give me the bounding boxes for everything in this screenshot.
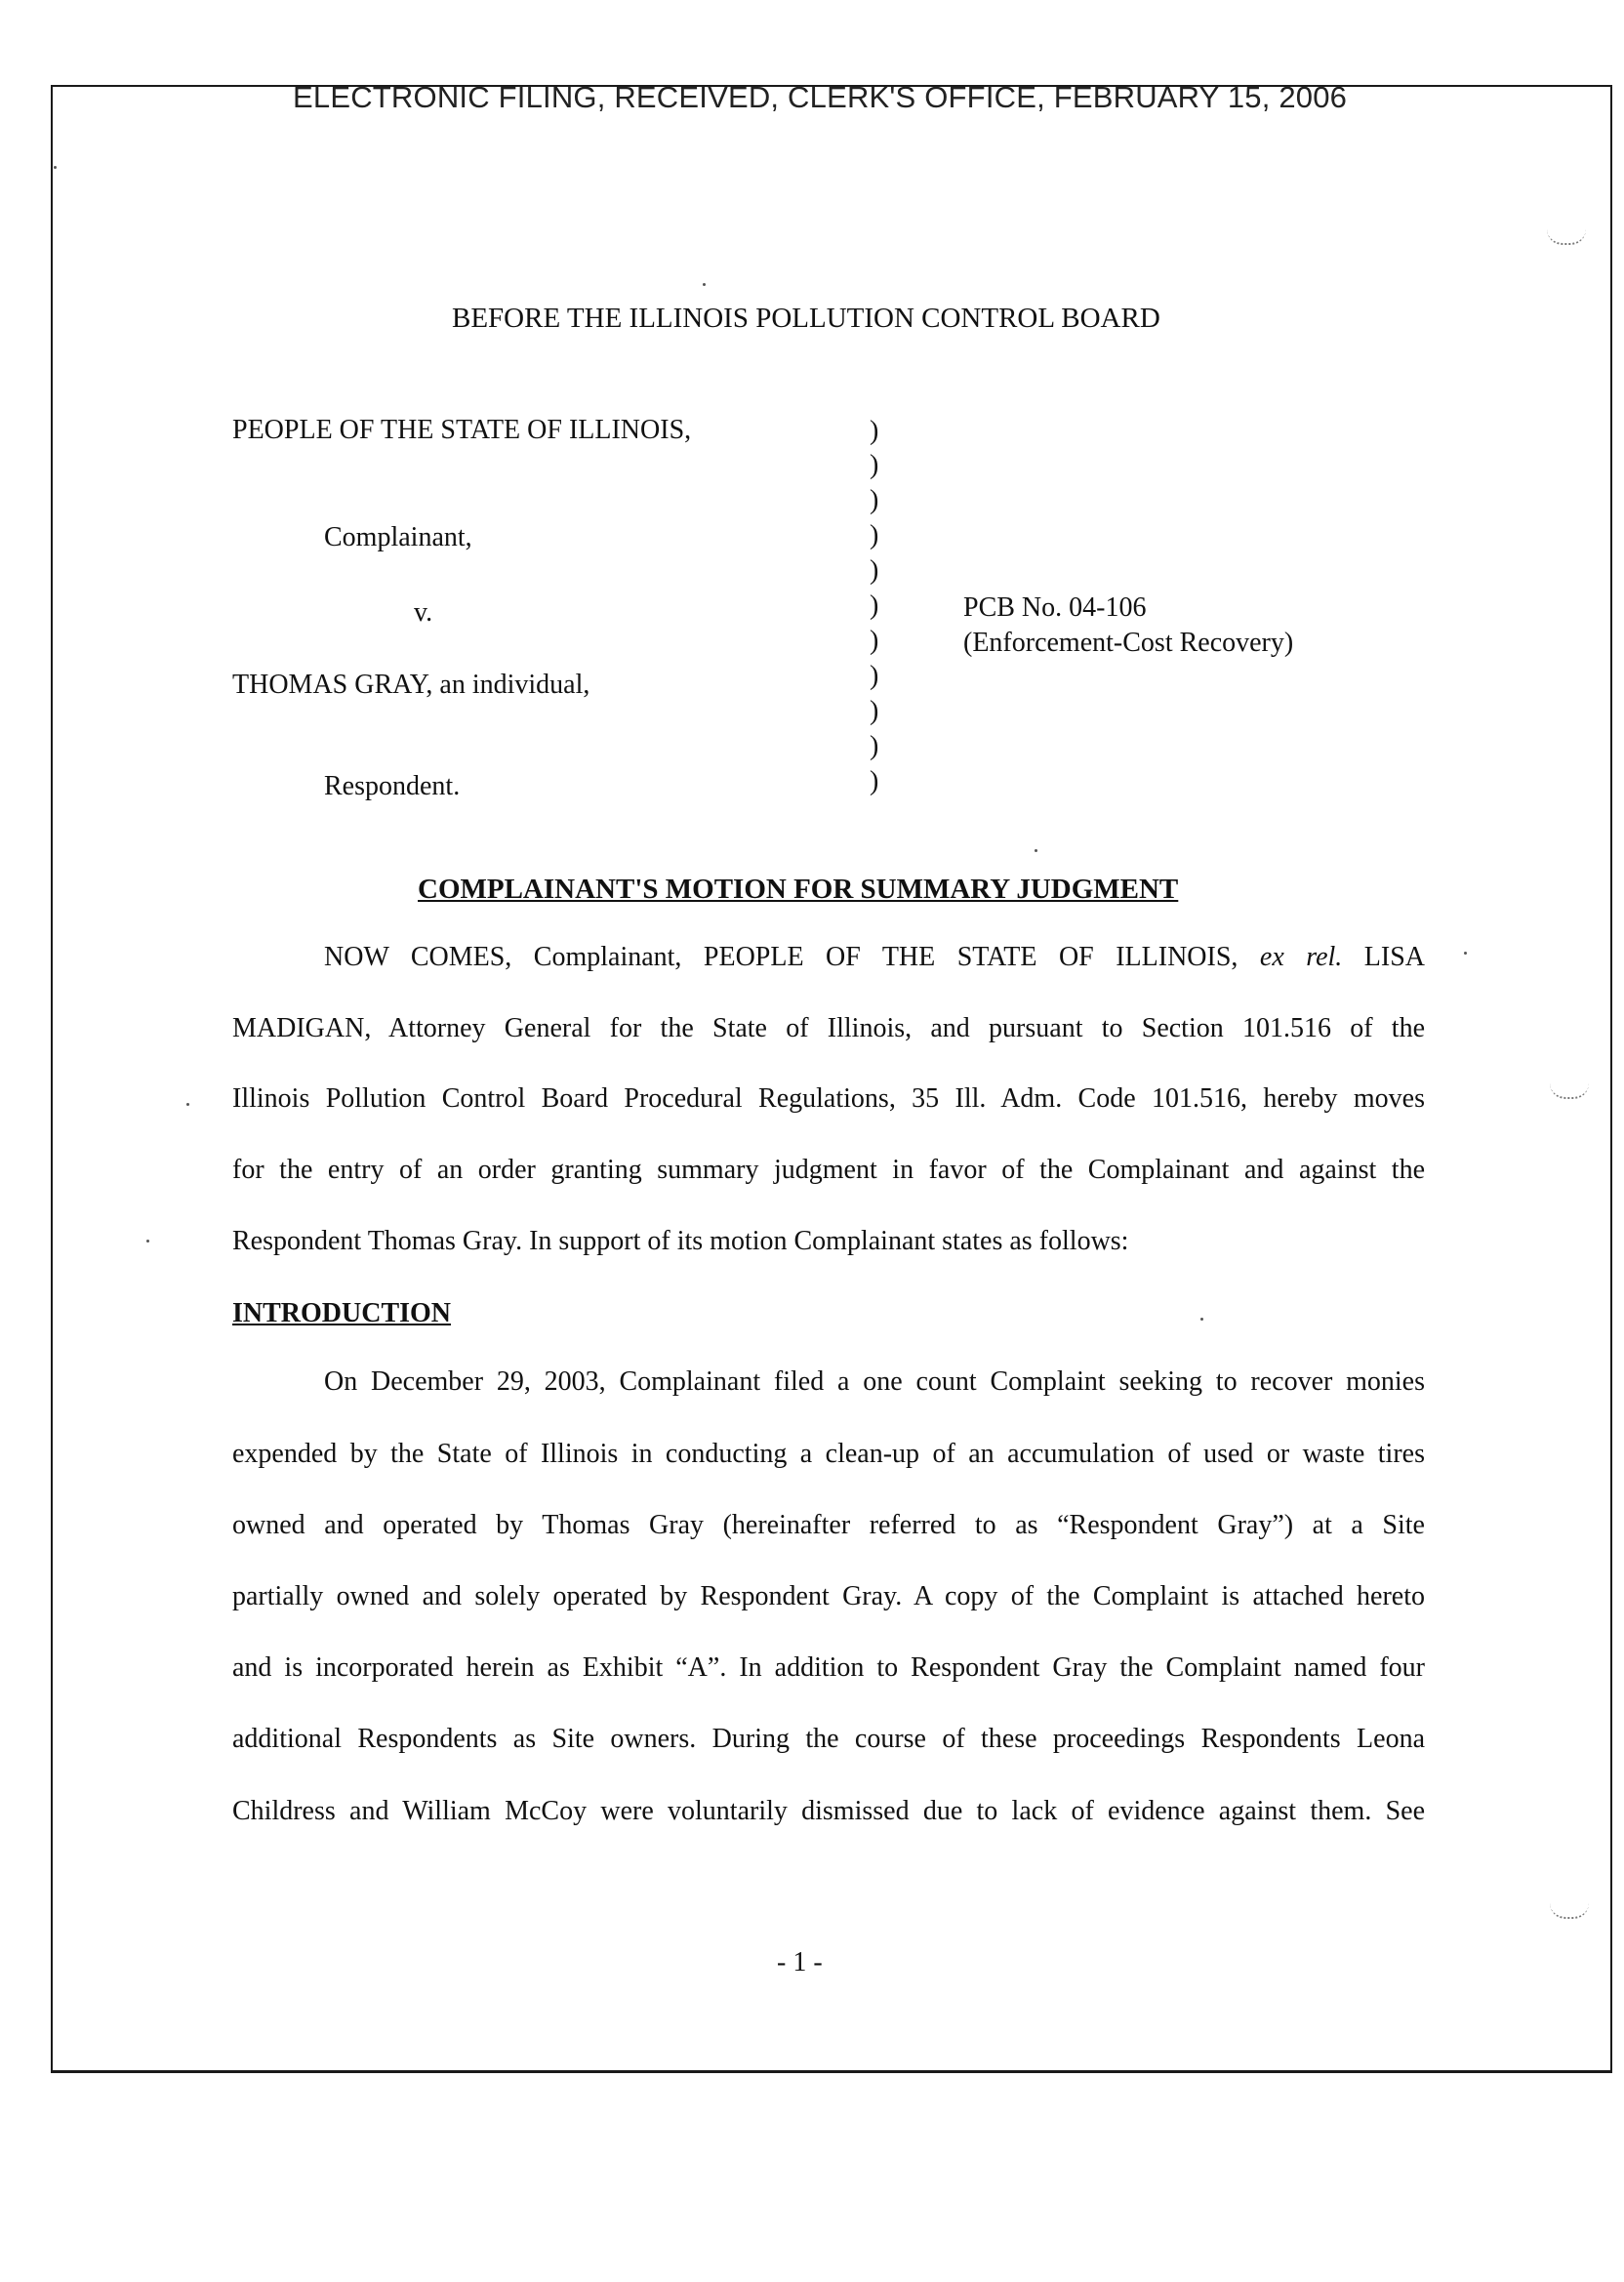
paragraph-text: NOW COMES, Complainant, PEOPLE OF THE STATE OF ILLINOIS, [324,942,1238,972]
paragraph-line: expended by the State of Illinois in conducting a clean-up of an accumulation of used or waste tires [232,1439,1425,1469]
page-number: - 1 - [777,1947,823,1977]
case-number: PCB No. 04-106 [963,592,1147,623]
caption-paren: ) [870,591,879,621]
paragraph-line: partially owned and solely operated by Respondent Gray. A copy of the Complaint is attached hereto [232,1581,1425,1611]
paragraph-line: and is incorporated herein as Exhibit “A”. In addition to Respondent Gray the Complaint named four [232,1652,1425,1683]
caption-paren: ) [870,555,879,586]
paragraph-line: MADIGAN, Attorney General for the State of Illinois, and pursuant to Section 101.516 of the [232,1013,1425,1043]
caption-paren: ) [870,416,879,446]
paragraph-line: for the entry of an order granting summary judgment in favor of the Complainant and against the [232,1155,1425,1185]
scan-speck [1035,849,1037,852]
respondent-role: Respondent. [324,771,461,801]
motion-title: COMPLAINANT'S MOTION FOR SUMMARY JUDGMENT [418,874,1179,905]
complainant-party: PEOPLE OF THE STATE OF ILLINOIS, [232,415,692,445]
paragraph-line: Respondent Thomas Gray. In support of its motion Complainant states as follows: [232,1226,1129,1256]
paragraph-line: Illinois Pollution Control Board Procedural Regulations, 35 Ill. Adm. Code 101.516, hereby moves [232,1083,1425,1114]
caption-paren: ) [870,696,879,726]
caption-paren: ) [870,766,879,796]
paragraph-line: owned and operated by Thomas Gray (hereinafter referred to as “Respondent Gray”) at a Site [232,1510,1425,1540]
latin-phrase: ex rel. [1259,942,1343,972]
complainant-role: Complainant, [324,522,472,552]
scan-speck [186,1103,189,1106]
scan-speck [54,166,57,169]
scan-speck [1464,952,1467,955]
page-border [51,85,1612,2073]
caption-paren: ) [870,626,879,656]
paragraph-line: additional Respondents as Site owners. During the course of these proceedings Respondents Leona [232,1724,1425,1754]
paragraph-line: Childress and William McCoy were voluntarily dismissed due to lack of evidence against them. See [232,1796,1425,1826]
scan-speck [1200,1318,1203,1321]
filing-stamp: ELECTRONIC FILING, RECEIVED, CLERK'S OFFICE, FEBRUARY 15, 2006 [293,80,1348,114]
caption-paren: ) [870,731,879,761]
scan-speck [146,1240,149,1243]
caption-paren: ) [870,485,879,515]
caption-paren: ) [870,450,879,480]
case-type: (Enforcement-Cost Recovery) [963,628,1294,658]
paragraph-line: On December 29, 2003, Complainant filed a one count Complaint seeking to recover monies [324,1366,1425,1397]
scan-speck [703,283,706,286]
respondent-party: THOMAS GRAY, an individual, [232,670,590,700]
introduction-heading: INTRODUCTION [232,1298,452,1328]
board-title: BEFORE THE ILLINOIS POLLUTION CONTROL BOARD [452,303,1160,334]
paragraph-line [232,942,1425,973]
versus: v. [414,597,433,628]
paragraph-text: LISA [1363,942,1426,972]
caption-paren: ) [870,661,879,691]
caption-paren: ) [870,520,879,550]
